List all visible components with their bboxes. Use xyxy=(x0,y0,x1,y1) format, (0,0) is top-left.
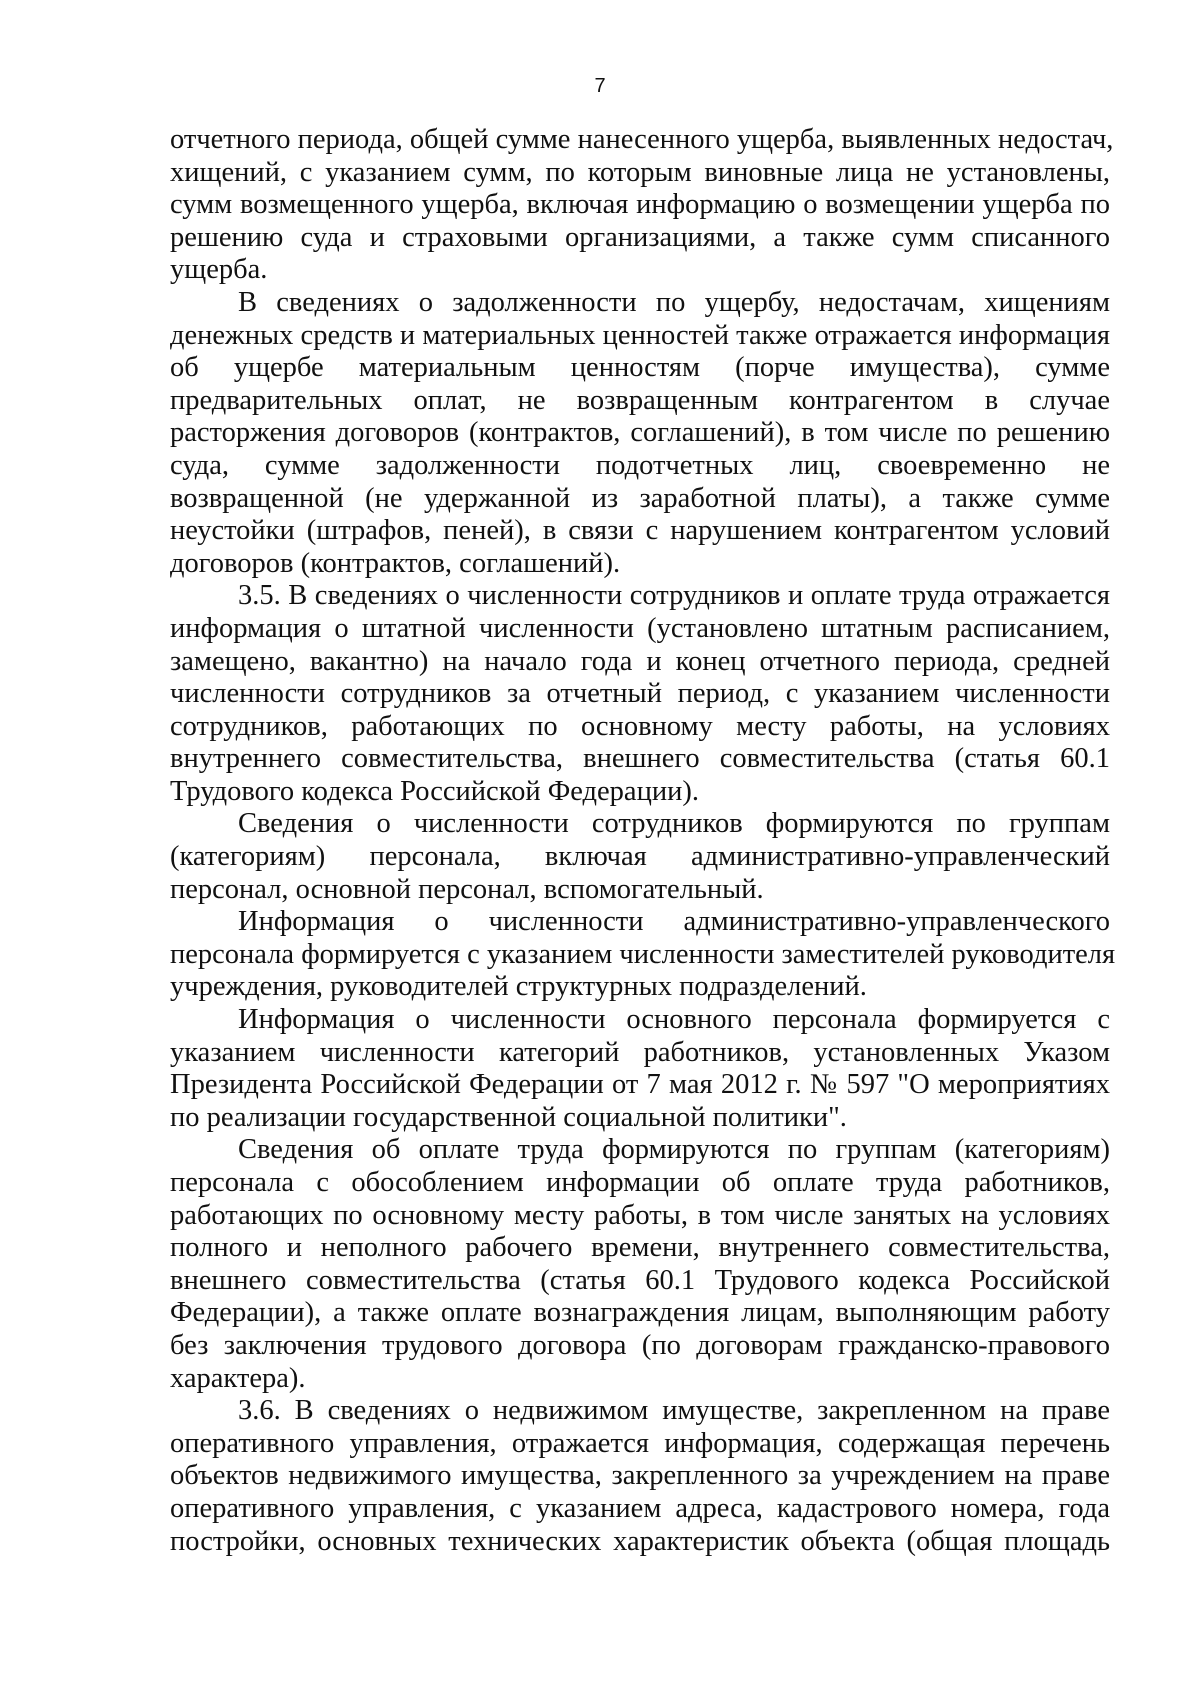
text-line: сотрудников, работающих по основному месту работы, на условиях xyxy=(170,710,1110,742)
text-line: возвращенной (не удержанной из заработной платы), а также сумме xyxy=(170,482,1110,514)
text-line: внутреннего совместительства, внешнего совместительства (статья 60.1 xyxy=(170,743,1110,775)
text-line: неустойки (штрафов, пеней), в связи с нарушением контрагентом условий xyxy=(170,515,1110,547)
text-line: характера). xyxy=(170,1362,306,1394)
text-line: отчетного периода, общей сумме нанесенного ущерба, выявленных недостач, xyxy=(170,124,1114,155)
text-line: Сведения о численности сотрудников формируются по группам xyxy=(238,808,1110,840)
text-line: денежных средств и материальных ценностей также отражается информация xyxy=(170,319,1110,351)
paragraph xyxy=(170,808,1110,906)
paragraph xyxy=(170,287,1110,580)
text-line: Президента Российской Федерации от 7 мая 2012 г. № 597 "О мероприятиях xyxy=(170,1069,1110,1101)
text-line: договоров (контрактов, соглашений). xyxy=(170,547,621,579)
paragraph xyxy=(170,580,1110,808)
text-line: персонала с обособлением информации об оплате труда работников, xyxy=(170,1167,1110,1198)
text-line: Федерации), а также оплате вознаграждения лицам, выполняющим работу xyxy=(170,1297,1110,1329)
text-line: 3.5. В сведениях о численности сотрудников и оплате труда отражается xyxy=(238,580,1110,612)
text-line: (категориям) персонала, включая административно-управленческий xyxy=(170,841,1110,873)
text-line: В сведениях о задолженности по ущербу, недостачам, хищениям xyxy=(238,286,1110,318)
text-line: хищений, с указанием сумм, по которым виновные лица не установлены, xyxy=(170,156,1110,188)
text-line: Сведения об оплате труда формируются по группам (категориям) xyxy=(238,1134,1110,1166)
text-line: учреждения, руководителей структурных подразделений. xyxy=(170,971,867,1003)
paragraph xyxy=(170,906,1116,1004)
text-line: работающих по основному месту работы, в том числе занятых на условиях xyxy=(170,1199,1110,1231)
text-line: ущерба. xyxy=(170,254,268,286)
page-number: 7 xyxy=(594,75,606,97)
text-line: замещено, вакантно) на начало года и конец отчетного периода, средней xyxy=(170,645,1110,677)
text-line: внешнего совместительства (статья 60.1 Трудового кодекса Российской xyxy=(170,1264,1110,1296)
text-line: оперативного управления, отражается информация, содержащая перечень xyxy=(170,1427,1110,1459)
text-line: объектов недвижимого имущества, закрепленного за учреждением на праве xyxy=(170,1460,1110,1492)
text-line: полного и неполного рабочего времени, внутреннего совместительства, xyxy=(170,1232,1110,1264)
text-line: Информация о численности основного персонала формируется с xyxy=(238,1004,1110,1036)
text-line: постройки, основных технических характеристик объекта (общая площадь xyxy=(170,1525,1110,1557)
text-line: персонал, основной персонал, вспомогательный. xyxy=(170,873,764,905)
text-line: расторжения договоров (контрактов, соглашений), в том числе по решению xyxy=(170,417,1110,449)
text-line: информация о штатной численности (установлено штатным расписанием, xyxy=(170,612,1110,644)
text-line: предварительных оплат, не возвращенным контрагентом в случае xyxy=(170,384,1110,416)
text-line: указанием численности категорий работников, установленных Указом xyxy=(170,1036,1110,1068)
text-line: сумм возмещенного ущерба, включая информацию о возмещении ущерба по xyxy=(170,189,1110,221)
paragraph xyxy=(170,1134,1110,1395)
text-line: об ущербе материальным ценностям (порче имущества), сумме xyxy=(170,352,1110,384)
document-body xyxy=(170,124,1116,1558)
text-line: численности сотрудников за отчетный период, с указанием численности xyxy=(170,678,1110,710)
paragraph xyxy=(170,1004,1110,1134)
text-line: решению суда и страховыми организациями, а также сумм списанного xyxy=(170,221,1110,253)
paragraph xyxy=(170,1395,1110,1558)
text-line: суда, сумме задолженности подотчетных лиц, своевременно не xyxy=(170,449,1110,481)
text-line: без заключения трудового договора (по договорам гражданско-правового xyxy=(170,1329,1110,1361)
paragraph xyxy=(170,124,1114,287)
text-line: Информация о численности административно-управленческого xyxy=(238,906,1110,938)
text-line: Трудового кодекса Российской Федерации). xyxy=(170,775,699,807)
text-line: по реализации государственной социальной политики". xyxy=(170,1101,847,1133)
text-line: оперативного управления, с указанием адреса, кадастрового номера, года xyxy=(170,1492,1110,1524)
text-line: персонала формируется с указанием численности заместителей руководителя xyxy=(170,938,1116,970)
text-line: 3.6. В сведениях о недвижимом имуществе, закрепленном на праве xyxy=(238,1395,1110,1427)
